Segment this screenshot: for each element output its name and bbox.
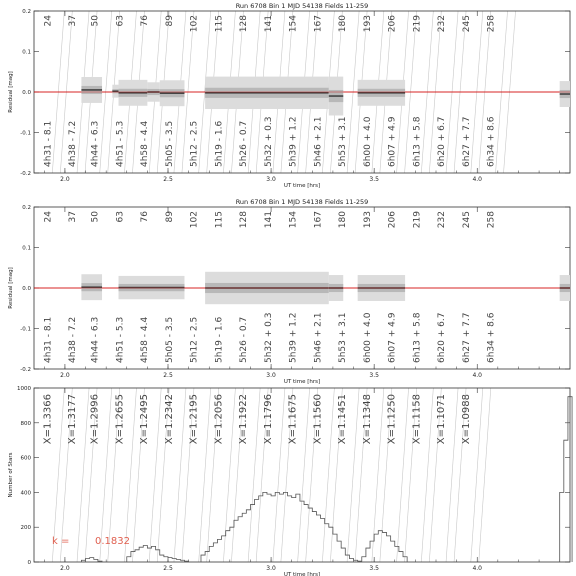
x-tick-label: 2.0: [60, 372, 70, 379]
airmass-label: X=1.2495: [139, 394, 151, 445]
field-time-label: 4h38 - 7.2: [68, 316, 79, 363]
field-label-top: 63: [115, 15, 126, 27]
residual-panel-middle: [8, 198, 570, 385]
field-label-top: 141: [263, 15, 274, 33]
airmass-label: X=1.1071: [436, 394, 448, 445]
y-tick-label: 0: [27, 560, 31, 566]
field-time-label: 6h00 + 4.0: [362, 312, 373, 363]
airmass-label: X=1.0988: [460, 394, 472, 445]
y-tick-label: 0.1: [22, 49, 31, 56]
field-time-label: 4h31 - 8.1: [43, 120, 54, 167]
field-time-label: 4h38 - 7.2: [68, 120, 79, 167]
x-tick-label: 2.5: [163, 565, 173, 572]
airmass-label: X=1.1158: [411, 394, 423, 445]
y-axis-label: Number of Stars: [8, 452, 14, 498]
y-tick-label: 0.0: [22, 286, 31, 292]
x-tick-label: 3.0: [266, 176, 276, 183]
residual-panel-top: [8, 2, 570, 189]
field-label-top: 37: [68, 211, 79, 223]
airmass-label: X=1.1922: [238, 394, 250, 445]
field-time-label: 5h19 - 1.6: [214, 120, 225, 167]
field-time-label: 4h51 - 5.3: [115, 120, 126, 167]
field-time-label: 5h39 + 1.2: [288, 116, 299, 167]
x-tick-label: 4.0: [472, 176, 483, 183]
y-tick-label: 0.0: [22, 90, 31, 96]
field-label-top: 245: [461, 15, 472, 33]
x-axis-label: UT time [hrs]: [283, 183, 321, 189]
x-tick-label: 3.5: [369, 565, 379, 572]
field-label-top: 258: [486, 15, 497, 33]
hatch-line: [273, 388, 285, 562]
field-time-label: 6h07 + 4.9: [387, 312, 398, 363]
field-label-top: 102: [189, 211, 200, 229]
field-label-top: 206: [387, 211, 398, 229]
field-time-label: 6h20 + 6.7: [437, 312, 448, 363]
field-label-top: 37: [68, 15, 79, 27]
x-tick-label: 3.0: [266, 565, 276, 572]
field-label-top: 76: [140, 15, 151, 27]
y-tick-label: 800: [20, 420, 31, 427]
hatch-line: [471, 388, 483, 562]
airmass-label: X=1.1796: [262, 394, 274, 445]
x-tick-label: 3.0: [266, 372, 276, 379]
field-label-top: 154: [288, 15, 299, 33]
plot-title: Run 6708 Bin 1 MJD 54138 Fields 11-259: [235, 2, 369, 10]
field-label-top: 128: [239, 15, 250, 33]
field-time-label: 4h51 - 5.3: [115, 316, 126, 363]
airmass-label: X=1.2996: [89, 394, 101, 445]
field-time-label: 4h58 - 4.4: [140, 120, 151, 167]
field-time-label: 6h34 + 8.6: [486, 312, 497, 363]
field-label-top: 232: [437, 15, 448, 33]
field-label-top: 141: [263, 211, 274, 229]
field-label-top: 180: [338, 15, 349, 33]
hatch-line: [372, 388, 384, 562]
field-label-top: 258: [486, 211, 497, 229]
airmass-label: X=1.2655: [114, 394, 126, 445]
field-label-top: 50: [90, 15, 101, 27]
airmass-label: X=1.3177: [67, 394, 79, 445]
y-tick-label: 1000: [17, 386, 31, 392]
y-tick-label: -0.1: [20, 326, 31, 333]
hatch-line: [174, 388, 186, 562]
x-tick-label: 2.0: [60, 565, 70, 572]
x-tick-label: 3.5: [369, 176, 379, 183]
y-axis-label: Residual [mag]: [8, 267, 14, 309]
k-value: 0.1832: [95, 536, 130, 547]
field-time-label: 5h26 - 0.7: [239, 316, 250, 363]
y-axis-label: Residual [mag]: [8, 71, 14, 113]
field-time-label: 6h07 + 4.9: [387, 116, 398, 167]
y-tick-label: -0.2: [20, 171, 31, 177]
field-label-top: 245: [461, 211, 472, 229]
field-time-label: 6h27 + 7.7: [461, 116, 472, 167]
x-axis-label: UT time [hrs]: [283, 572, 321, 576]
field-time-label: 6h27 + 7.7: [461, 312, 472, 363]
field-time-label: 5h05 - 3.5: [164, 120, 175, 167]
field-time-label: 5h46 + 2.1: [313, 312, 324, 363]
field-label-top: 154: [288, 211, 299, 229]
y-tick-label: 0.2: [22, 9, 31, 15]
field-label-top: 50: [90, 211, 101, 223]
field-label-top: 180: [338, 211, 349, 229]
hatch-line: [199, 388, 211, 562]
hatch-line: [298, 388, 310, 562]
field-label-top: 167: [313, 211, 324, 229]
x-tick-label: 2.0: [60, 176, 70, 183]
field-time-label: 4h44 - 6.3: [90, 120, 101, 167]
field-time-label: 6h34 + 8.6: [486, 116, 497, 167]
airmass-label: X=1.2342: [163, 394, 175, 445]
field-label-top: 24: [43, 211, 54, 223]
plot-title: Run 6708 Bin 1 MJD 54138 Fields 11-259: [235, 198, 369, 206]
field-label-top: 63: [115, 211, 126, 223]
field-time-label: 5h32 + 0.3: [263, 116, 274, 167]
field-time-label: 6h13 + 5.8: [412, 116, 423, 167]
x-tick-label: 4.0: [472, 372, 483, 379]
field-label-top: 128: [239, 211, 250, 229]
field-time-label: 6h20 + 6.7: [437, 116, 448, 167]
field-label-top: 115: [214, 15, 225, 33]
field-time-label: 5h12 - 2.5: [189, 316, 200, 363]
hatch-line: [347, 388, 359, 562]
hatch-line: [479, 388, 491, 562]
y-tick-label: 600: [20, 455, 31, 462]
field-time-label: 4h58 - 4.4: [140, 316, 151, 363]
x-tick-label: 4.0: [472, 565, 483, 572]
field-label-top: 76: [140, 211, 151, 223]
y-tick-label: 0.1: [22, 245, 31, 252]
field-time-label: 5h32 + 0.3: [263, 312, 274, 363]
field-time-label: 4h31 - 8.1: [43, 316, 54, 363]
x-tick-label: 2.5: [163, 372, 173, 379]
field-label-top: 193: [362, 211, 373, 229]
field-time-label: 5h39 + 1.2: [288, 312, 299, 363]
hatch-line: [322, 388, 334, 562]
field-label-top: 193: [362, 15, 373, 33]
field-label-top: 219: [412, 15, 423, 33]
field-label-top: 89: [164, 211, 175, 223]
hatch-line: [77, 388, 89, 562]
field-time-label: 5h19 - 1.6: [214, 316, 225, 363]
k-label: k =: [52, 536, 70, 547]
airmass-label: X=1.3366: [42, 394, 54, 445]
field-time-label: 6h13 + 5.8: [412, 312, 423, 363]
field-time-label: 5h12 - 2.5: [189, 120, 200, 167]
field-time-label: 5h46 + 2.1: [313, 116, 324, 167]
airmass-label: X=1.1348: [361, 394, 373, 445]
y-tick-label: -0.1: [20, 130, 31, 137]
airmass-label: X=1.1451: [337, 394, 349, 445]
airmass-label: X=1.1560: [312, 394, 324, 445]
field-time-label: 5h53 + 3.1: [338, 116, 349, 167]
hatch-line: [397, 388, 409, 562]
field-label-top: 219: [412, 211, 423, 229]
hatch-line: [149, 388, 161, 562]
field-label-top: 89: [164, 15, 175, 27]
airmass-label: X=1.2195: [188, 394, 200, 445]
field-label-top: 24: [43, 15, 54, 27]
hatch-line: [248, 388, 260, 562]
field-time-label: 5h26 - 0.7: [239, 120, 250, 167]
x-axis-label: UT time [hrs]: [283, 379, 321, 385]
field-label-top: 115: [214, 211, 225, 229]
y-tick-label: 0.2: [22, 205, 31, 211]
x-tick-label: 2.5: [163, 176, 173, 183]
x-tick-label: 3.5: [369, 372, 379, 379]
hatch-line: [421, 388, 433, 562]
field-label-top: 206: [387, 15, 398, 33]
field-time-label: 5h53 + 3.1: [338, 312, 349, 363]
y-tick-label: 200: [20, 525, 31, 532]
airmass-label: X=1.1675: [287, 394, 299, 445]
star-count-panel: [8, 386, 572, 576]
field-label-top: 232: [437, 211, 448, 229]
airmass-label: X=1.2056: [213, 394, 225, 445]
airmass-label: X=1.1250: [386, 394, 398, 445]
y-tick-label: -0.2: [20, 367, 31, 373]
y-tick-label: 400: [20, 490, 31, 497]
field-label-top: 102: [189, 15, 200, 33]
field-time-label: 5h05 - 3.5: [164, 316, 175, 363]
hatch-line: [446, 388, 458, 562]
field-label-top: 167: [313, 15, 324, 33]
field-time-label: 6h00 + 4.0: [362, 116, 373, 167]
field-time-label: 4h44 - 6.3: [90, 316, 101, 363]
